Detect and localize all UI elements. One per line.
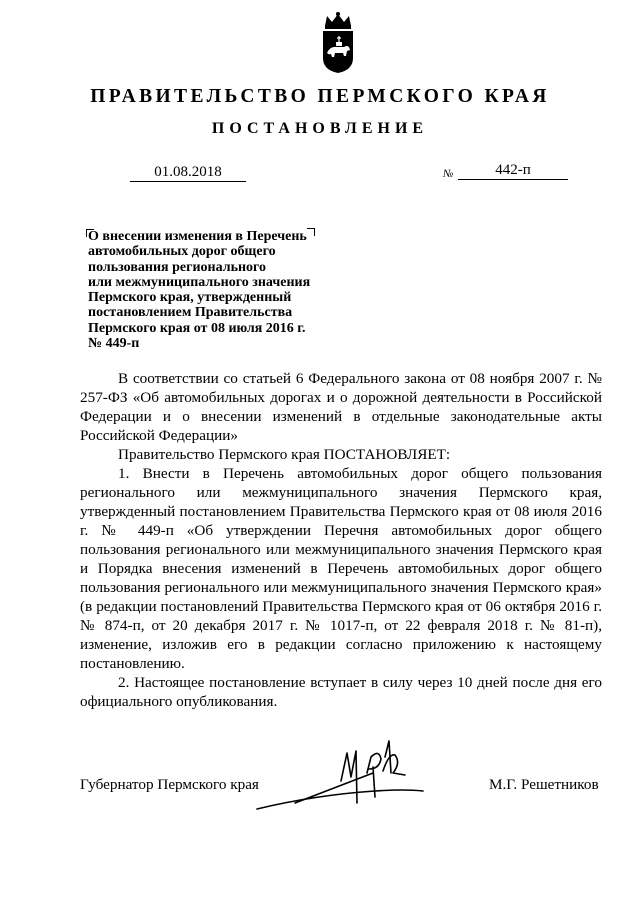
body-paragraph: Правительство Пермского края ПОСТАНОВЛЯЕТ:	[118, 446, 451, 463]
document-date: 01.08.2018	[130, 163, 246, 182]
government-title: ПРАВИТЕЛЬСТВО ПЕРМСКОГО КРАЯ	[90, 86, 550, 107]
subject-line: О внесении изменения в Перечень	[88, 229, 307, 244]
perm-krai-coat-of-arms-icon	[317, 12, 359, 74]
subject-line: Пермского края, утвержденный	[88, 290, 292, 306]
document-type: ПОСТАНОВЛЕНИЕ	[211, 120, 429, 137]
signer-name: М.Г. Решетников	[489, 776, 599, 793]
subject-line: или межмуниципального значения	[88, 274, 311, 290]
subject-line: постановлением Правительства	[88, 305, 293, 321]
body-paragraph: В соответствии со статьей 6 Федерального закона от 08 ноября 2007 г. № 257-ФЗ «Об автомобильных дорогах и о дорожной деятельности в Российской Федерации и о внесении изменений в отдельные законодательные акты Российской Федерации»	[80, 370, 602, 444]
signer-title: Губернатор Пермского края	[80, 776, 259, 793]
number-sign: №	[443, 168, 454, 180]
body-paragraph: 1. Внести в Перечень автомобильных дорог общего пользования регионального или межмуниципального значения Пермского края, утвержденный постановлением Правительства Пермского края от 08 июля 2016 г. № 449-п «Об утверждении Перечня автомобильных дорог общего пользования регионального или межмуниципального значения Пермского края и Порядка внесения изменений в Перечень автомобильных дорог общего пользования регионального или межмуниципального значения Пермского края» (в редакции постановлений Правительства Пермского края от 06 октября 2016 г. № 874-п, от 20 декабря 2017 г. № 1017-п, от 22 февраля 2018 г. № 81-п), изменение, изложив его в редакции согласно приложению к настоящему постановлению.	[80, 465, 602, 672]
subject-line: автомобильных дорог общего	[88, 244, 276, 260]
document-body	[80, 369, 602, 711]
document-subject	[88, 229, 348, 351]
handwritten-signature-icon	[255, 733, 455, 823]
document-number: 442-п	[458, 161, 568, 180]
subject-line: № 449-п	[88, 336, 140, 352]
subject-line: пользования регионального	[88, 259, 267, 275]
subject-line: Пермского края от 08 июля 2016 г.	[88, 320, 306, 336]
body-paragraph: 2. Настоящее постановление вступает в силу через 10 дней после дня его официального опубликования.	[80, 674, 602, 710]
